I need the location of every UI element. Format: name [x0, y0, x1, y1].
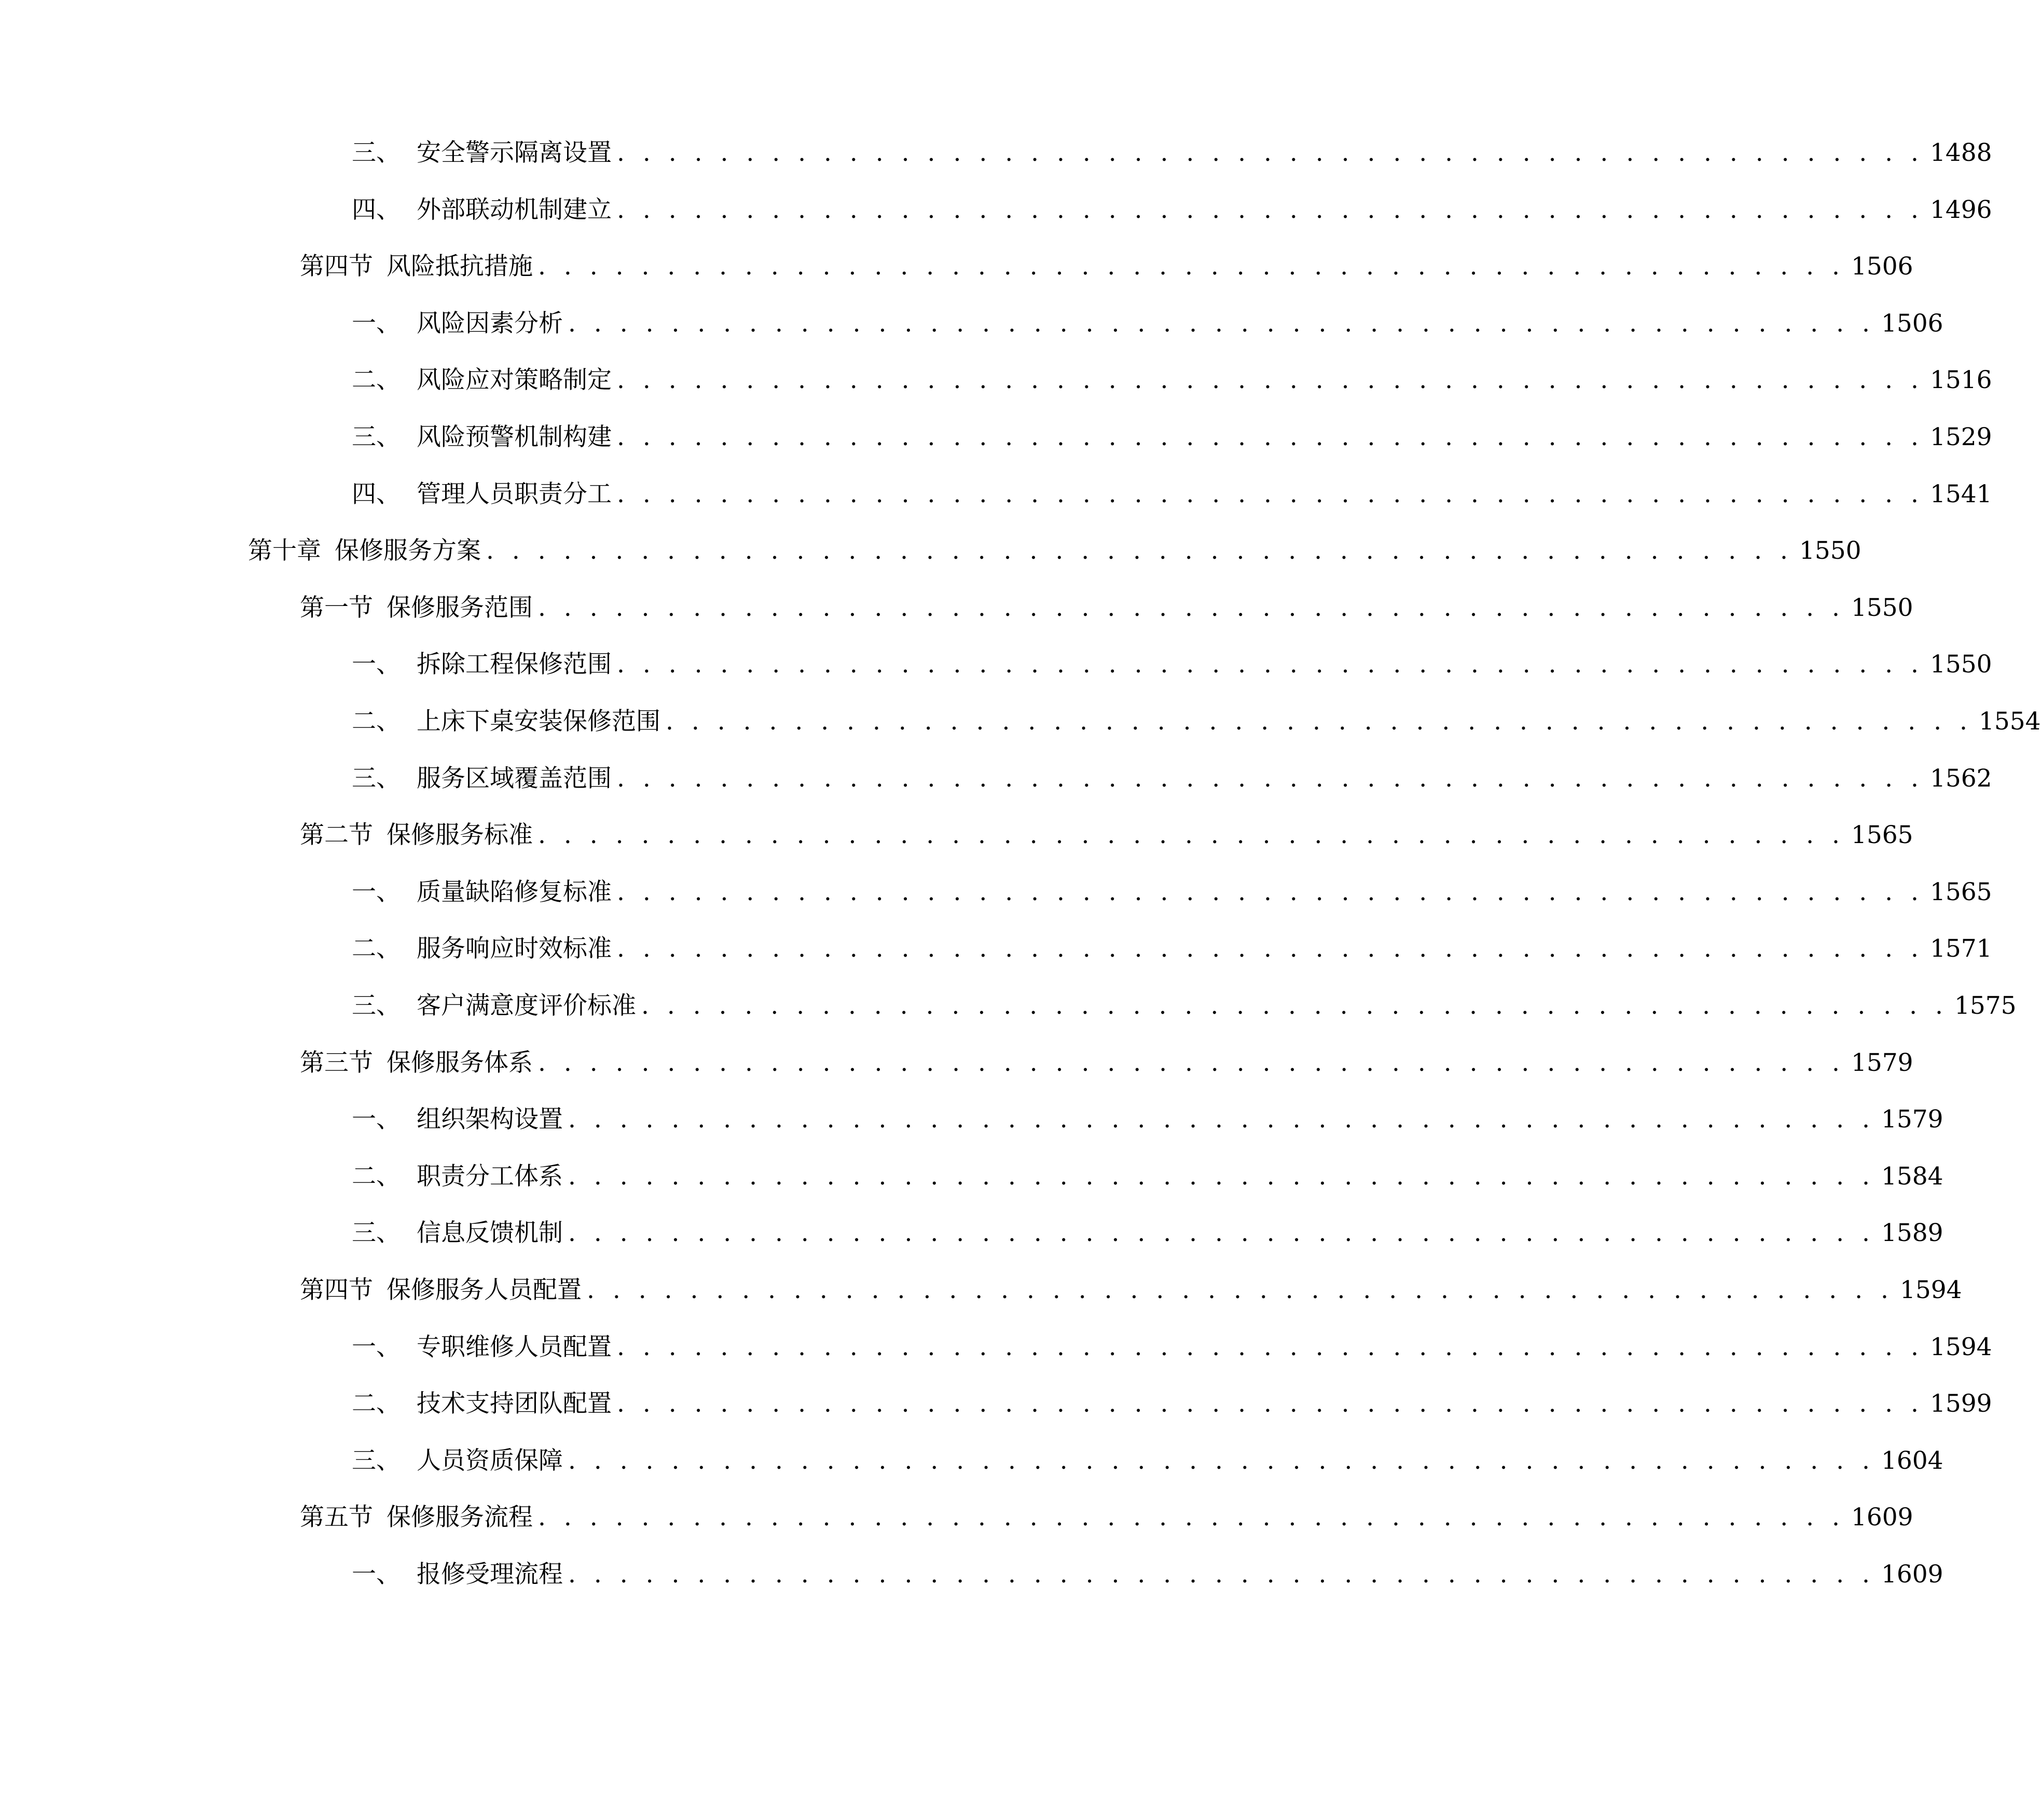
toc-entry-title: 技术支持团队配置	[417, 1389, 612, 1418]
toc-entry-number: 第一节	[300, 594, 373, 622]
toc-entry[interactable]	[352, 1554, 1943, 1595]
toc-entry-number: 三、	[352, 764, 401, 793]
toc-entry-page-number: 1604	[1881, 1446, 1943, 1475]
toc-entry[interactable]	[248, 530, 1861, 572]
toc-entry[interactable]	[352, 474, 1992, 515]
toc-entry[interactable]	[352, 644, 1992, 685]
toc-entry-title: 风险预警机制构建	[417, 423, 612, 451]
toc-entry-page-number: 1550	[1799, 536, 1861, 565]
toc-entry[interactable]	[352, 189, 1992, 231]
toc-entry-title: 服务响应时效标准	[417, 934, 612, 963]
toc-entry-number: 第四节	[300, 252, 373, 281]
toc-entry-page-number: 1584	[1881, 1162, 1943, 1191]
toc-dot-leader: . . . . . . . . . . . . . . . . . . . . . . . . . . . . . . . . . . . . . . . . . . . . . . . . . . .	[538, 252, 1845, 281]
toc-entry-page-number: 1496	[1929, 196, 1992, 224]
toc-dot-leader: . . . . . . . . . . . . . . . . . . . . . . . . . . . . . . . . . . . . . . . . . . . . . . . . . . .	[568, 309, 1875, 338]
toc-entry-title: 上床下桌安装保修范围	[417, 707, 660, 736]
toc-entry[interactable]	[300, 1042, 1913, 1084]
toc-entry-title: 服务区域覆盖范围	[417, 764, 612, 793]
toc-entry-page-number: 1550	[1929, 650, 1992, 679]
toc-entry-page-number: 1550	[1851, 594, 1913, 622]
toc-entry-title: 客户满意度评价标准	[417, 991, 636, 1020]
toc-entry-page-number: 1541	[1929, 480, 1992, 508]
toc-entry-page-number: 1506	[1881, 309, 1943, 338]
toc-entry-number: 第二节	[300, 821, 373, 849]
toc-dot-leader: . . . . . . . . . . . . . . . . . . . . . . . . . . . . . . . . . . . . . . . . . . . . . . . . . . .	[617, 1333, 1924, 1361]
toc-entry-title: 专职维修人员配置	[417, 1333, 612, 1361]
toc-entry-title: 信息反馈机制	[417, 1219, 563, 1247]
toc-dot-leader: . . . . . . . . . . . . . . . . . . . . . . . . . . . . . . . . . . . . . . . . . . . . . . . . . . .	[617, 878, 1924, 906]
toc-entry[interactable]	[352, 417, 1992, 458]
toc-entry-number: 第五节	[300, 1503, 373, 1532]
toc-entry[interactable]	[352, 985, 2017, 1027]
toc-entry[interactable]	[352, 303, 1943, 344]
toc-entry-number: 一、	[352, 309, 401, 338]
toc-dot-leader: . . . . . . . . . . . . . . . . . . . . . . . . . . . . . . . . . . . . . . . . . . . . . . . . . . .	[617, 480, 1924, 508]
toc-dot-leader: . . . . . . . . . . . . . . . . . . . . . . . . . . . . . . . . . . . . . . . . . . . . . . . . . . .	[568, 1446, 1875, 1475]
toc-entry-page-number: 1594	[1899, 1276, 1962, 1304]
toc-entry-title: 保修服务标准	[387, 821, 533, 849]
toc-entry-number: 二、	[352, 1162, 401, 1191]
toc-entry[interactable]	[300, 815, 1913, 856]
toc-entry-page-number: 1579	[1851, 1049, 1913, 1077]
toc-entry-page-number: 1609	[1881, 1560, 1943, 1589]
toc-entry-page-number: 1529	[1929, 423, 1992, 451]
toc-entry-number: 一、	[352, 1560, 401, 1589]
toc-entry[interactable]	[352, 1156, 1943, 1197]
toc-dot-leader: . . . . . . . . . . . . . . . . . . . . . . . . . . . . . . . . . . . . . . . . . . . . . . . . . . .	[617, 196, 1924, 224]
toc-entry-title: 报修受理流程	[417, 1560, 563, 1589]
toc-entry-number: 三、	[352, 1219, 401, 1247]
toc-entry-page-number: 1571	[1929, 934, 1992, 963]
toc-dot-leader: . . . . . . . . . . . . . . . . . . . . . . . . . . . . . . . . . . . . . . . . . . . . . . . . . . .	[617, 934, 1924, 963]
toc-entry[interactable]	[352, 701, 2041, 742]
toc-dot-leader: . . . . . . . . . . . . . . . . . . . . . . . . . . . . . . . . . . . . . . . . . . . . . . . . . . .	[666, 707, 1973, 736]
toc-entry-number: 二、	[352, 1389, 401, 1418]
toc-entry-number: 一、	[352, 650, 401, 679]
toc-entry[interactable]	[352, 872, 1992, 913]
toc-dot-leader: . . . . . . . . . . . . . . . . . . . . . . . . . . . . . . . . . . . . . . . . . . . . . . . . . . .	[568, 1560, 1875, 1589]
toc-dot-leader: . . . . . . . . . . . . . . . . . . . . . . . . . . . . . . . . . . . . . . . . . . . . . . . . . . .	[617, 650, 1924, 679]
toc-dot-leader: . . . . . . . . . . . . . . . . . . . . . . . . . . . . . . . . . . . . . . . . . . . . . . . . . . .	[538, 821, 1845, 849]
toc-entry-title: 风险应对策略制定	[417, 366, 612, 394]
toc-entry-page-number: 1516	[1929, 366, 1992, 394]
toc-entry-title: 保修服务方案	[335, 536, 481, 565]
toc-entry[interactable]	[300, 587, 1913, 629]
toc-entry-title: 保修服务体系	[387, 1049, 533, 1077]
toc-entry[interactable]	[352, 1383, 1992, 1425]
toc-entry-title: 风险抵抗措施	[387, 252, 533, 281]
toc-entry-title: 外部联动机制建立	[417, 196, 612, 224]
toc-dot-leader: . . . . . . . . . . . . . . . . . . . . . . . . . . . . . . . . . . . . . . . . . . . . . . . . . . .	[617, 423, 1924, 451]
toc-entry[interactable]	[352, 1212, 1943, 1254]
toc-dot-leader: . . . . . . . . . . . . . . . . . . . . . . . . . . . . . . . . . . . . . . . . . . . . . . . . . . .	[568, 1162, 1875, 1191]
toc-entry-number: 三、	[352, 139, 401, 167]
toc-dot-leader: . . . . . . . . . . . . . . . . . . . . . . . . . . . . . . . . . . . . . . . . . . . . . . . . . . .	[587, 1276, 1894, 1304]
toc-entry-title: 拆除工程保修范围	[417, 650, 612, 679]
toc-entry-number: 四、	[352, 480, 401, 508]
toc-entry-page-number: 1565	[1851, 821, 1913, 849]
toc-entry-number: 第十章	[248, 536, 321, 565]
toc-dot-leader: . . . . . . . . . . . . . . . . . . . . . . . . . . . . . . . . . . . . . . . . . . . . . . . . . . .	[617, 764, 1924, 793]
toc-entry[interactable]	[300, 1270, 1962, 1311]
toc-entry-number: 第三节	[300, 1049, 373, 1077]
toc-entry-title: 风险因素分析	[417, 309, 563, 338]
toc-entry-page-number: 1506	[1851, 252, 1913, 281]
toc-entry-title: 组织架构设置	[417, 1105, 563, 1134]
toc-entry-number: 三、	[352, 423, 401, 451]
toc-entry-title: 安全警示隔离设置	[417, 139, 612, 167]
toc-entry[interactable]	[352, 1327, 1992, 1368]
toc-entry-title: 人员资质保障	[417, 1446, 563, 1475]
toc-entry-number: 二、	[352, 366, 401, 394]
toc-entry-title: 保修服务人员配置	[387, 1276, 582, 1304]
toc-entry-number: 三、	[352, 991, 401, 1020]
toc-dot-leader: . . . . . . . . . . . . . . . . . . . . . . . . . . . . . . . . . . . . . . . . . . . . . . . . . . .	[617, 366, 1924, 394]
toc-entry-page-number: 1609	[1851, 1503, 1913, 1532]
toc-entry-page-number: 1565	[1929, 878, 1992, 906]
toc-entry[interactable]	[352, 758, 1992, 799]
toc-entry[interactable]	[352, 360, 1992, 401]
toc-dot-leader: . . . . . . . . . . . . . . . . . . . . . . . . . . . . . . . . . . . . . . . . . . . . . . . . . . .	[617, 1389, 1924, 1418]
toc-dot-leader: . . . . . . . . . . . . . . . . . . . . . . . . . . . . . . . . . . . . . . . . . . . . . . . . . . .	[568, 1219, 1875, 1247]
toc-entry-page-number: 1562	[1929, 764, 1992, 793]
toc-entry-page-number: 1594	[1929, 1333, 1992, 1361]
toc-entry-number: 一、	[352, 878, 401, 906]
toc-entry-number: 二、	[352, 707, 401, 736]
toc-entry-title: 质量缺陷修复标准	[417, 878, 612, 906]
toc-entry[interactable]	[352, 132, 1992, 174]
toc-entry-number: 一、	[352, 1333, 401, 1361]
toc-entry-title: 职责分工体系	[417, 1162, 563, 1191]
toc-entry[interactable]	[352, 1099, 1943, 1140]
toc-entry-page-number: 1488	[1929, 139, 1992, 167]
toc-entry-number: 四、	[352, 196, 401, 224]
toc-entry-number: 第四节	[300, 1276, 373, 1304]
toc-entry-page-number: 1575	[1954, 991, 2017, 1020]
toc-dot-leader: . . . . . . . . . . . . . . . . . . . . . . . . . . . . . . . . . . . . . . . . . . . . . . . . . . .	[568, 1105, 1875, 1134]
toc-dot-leader: . . . . . . . . . . . . . . . . . . . . . . . . . . . . . . . . . . . . . . . . . . . . . . . . . . .	[486, 536, 1793, 565]
toc-entry-number: 一、	[352, 1105, 401, 1134]
toc-entry-page-number: 1579	[1881, 1105, 1943, 1134]
toc-entry[interactable]	[352, 928, 1992, 970]
toc-dot-leader: . . . . . . . . . . . . . . . . . . . . . . . . . . . . . . . . . . . . . . . . . . . . . . . . . . .	[617, 139, 1924, 167]
toc-entry[interactable]	[300, 246, 1913, 287]
toc-entry-page-number: 1554	[1978, 707, 2041, 736]
toc-entry[interactable]	[352, 1440, 1943, 1482]
toc-dot-leader: . . . . . . . . . . . . . . . . . . . . . . . . . . . . . . . . . . . . . . . . . . . . . . . . . . .	[538, 1503, 1845, 1532]
toc-entry-number: 三、	[352, 1446, 401, 1475]
toc-entry[interactable]	[300, 1497, 1913, 1538]
toc-dot-leader: . . . . . . . . . . . . . . . . . . . . . . . . . . . . . . . . . . . . . . . . . . . . . . . . . . .	[641, 991, 1948, 1020]
toc-dot-leader: . . . . . . . . . . . . . . . . . . . . . . . . . . . . . . . . . . . . . . . . . . . . . . . . . . .	[538, 594, 1845, 622]
toc-entry-number: 二、	[352, 934, 401, 963]
toc-entry-page-number: 1599	[1929, 1389, 1992, 1418]
toc-entry-page-number: 1589	[1881, 1219, 1943, 1247]
toc-entry-title: 管理人员职责分工	[417, 480, 612, 508]
toc-entry-title: 保修服务范围	[387, 594, 533, 622]
toc-dot-leader: . . . . . . . . . . . . . . . . . . . . . . . . . . . . . . . . . . . . . . . . . . . . . . . . . . .	[538, 1049, 1845, 1077]
toc-entry-title: 保修服务流程	[387, 1503, 533, 1532]
